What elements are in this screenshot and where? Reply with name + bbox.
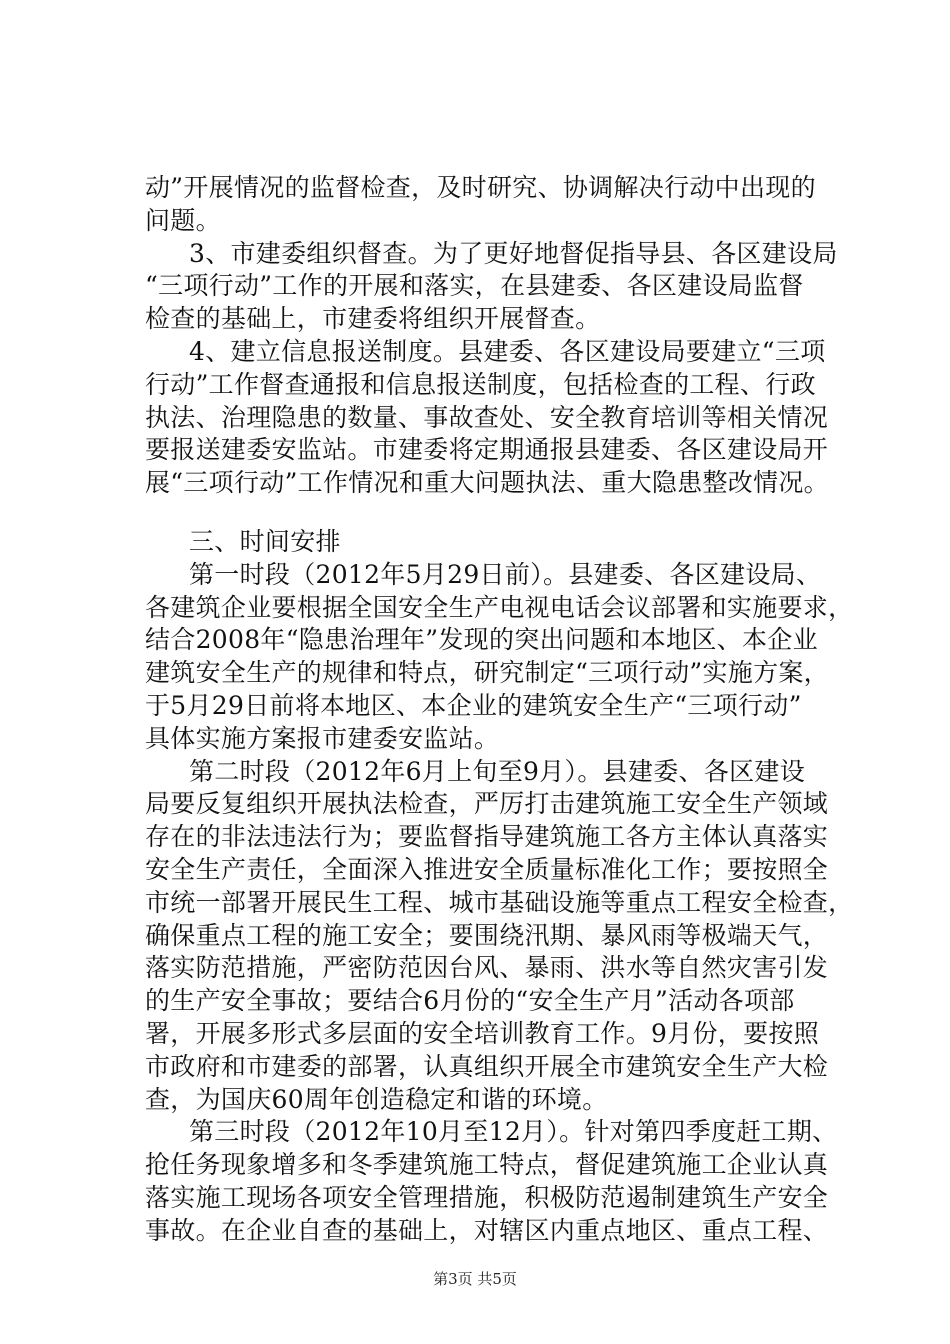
text-line: 抢任务现象增多和冬季建筑施工特点，督促建筑施工企业认真	[145, 1150, 829, 1180]
text-line: 动”开展情况的监督检查，及时研究、协调解决行动中出现的	[145, 173, 816, 202]
text-line: 具体实施方案报市建委安监站。	[145, 723, 500, 753]
paragraph	[145, 336, 845, 500]
paragraph	[145, 172, 845, 238]
text-line: 建筑安全生产的规律和特点，研究制定“三项行动”实施方案，	[145, 658, 829, 688]
text-line: 落实防范措施，严密防范因台风、暴雨、洪水等自然灾害引发	[145, 953, 829, 983]
document-body	[145, 172, 854, 1248]
text-line: 市政府和市建委的部署，认真组织开展全市建筑安全生产大检	[145, 1051, 829, 1081]
text-line: 事故。在企业自查的基础上，对辖区内重点地区、重点工程、	[145, 1215, 829, 1245]
text-line: 展“三项行动”工作情况和重大问题执法、重大隐患整改情况。	[145, 468, 829, 498]
text-line: 落实施工现场各项安全管理措施，积极防范遏制建筑生产安全	[145, 1182, 829, 1212]
text-line: 结合2008年“隐患治理年”发现的突出问题和本地区、本企业	[145, 625, 818, 655]
text-line: 4、建立信息报送制度。县建委、各区建设局要建立“三项	[189, 336, 826, 366]
text-line: 行动”工作督查通报和信息报送制度，包括检查的工程、行政	[145, 369, 816, 399]
paragraph	[145, 238, 845, 336]
text-line: 局要反复组织开展执法检查，严厉打击建筑施工安全生产领域	[145, 789, 829, 819]
text-line: “三项行动”工作的开展和落实，在县建委、各区建设局监督	[145, 271, 804, 301]
text-line: 第三时段（2012年10月至12月）。针对第四季度赶工期、	[189, 1117, 838, 1147]
text-line: 的生产安全事故；要结合6月份的“安全生产月”活动各项部	[145, 986, 795, 1016]
text-line: 问题。	[145, 205, 221, 235]
text-line: 第二时段（2012年6月上旬至9月）。县建委、各区建设	[189, 756, 806, 786]
text-line: 检查的基础上，市建委将组织开展督查。	[145, 304, 601, 334]
text-line: 查，为国庆60周年创造稳定和谐的环境。	[145, 1084, 608, 1114]
text-line: 确保重点工程的施工安全；要围绕汛期、暴风雨等极端天气，	[145, 920, 829, 950]
text-line: 执法、治理隐患的数量、事故查处、安全教育培训等相关情况	[145, 402, 829, 432]
text-line: 第一时段（2012年5月29日前）。县建委、各区建设局、	[189, 559, 822, 589]
text-line: 三、时间安排	[189, 526, 341, 556]
paragraph	[145, 526, 845, 559]
text-line: 安全生产责任，全面深入推进安全质量标准化工作；要按照全	[145, 854, 829, 884]
paragraph	[145, 1116, 845, 1247]
text-line: 3、市建委组织督查。为了更好地督促指导县、各区建设局	[189, 238, 838, 268]
text-line: 于5月29日前将本地区、本企业的建筑安全生产“三项行动”	[145, 690, 802, 720]
text-line: 要报送建委安监站。市建委将定期通报县建委、各区建设局开	[145, 435, 829, 465]
paragraph	[145, 559, 854, 756]
text-line: 市统一部署开展民生工程、城市基础设施等重点工程安全检查，	[145, 887, 854, 917]
paragraph	[145, 756, 854, 1117]
page-footer: 第3页 共5页	[433, 1270, 517, 1288]
text-line: 署，开展多形式多层面的安全培训教育工作。9月份，要按照	[145, 1018, 820, 1048]
text-line: 各建筑企业要根据全国安全生产电视电话会议部署和实施要求，	[145, 592, 854, 622]
text-line: 存在的非法违法行为；要监督指导建筑施工各方主体认真落实	[145, 822, 829, 852]
